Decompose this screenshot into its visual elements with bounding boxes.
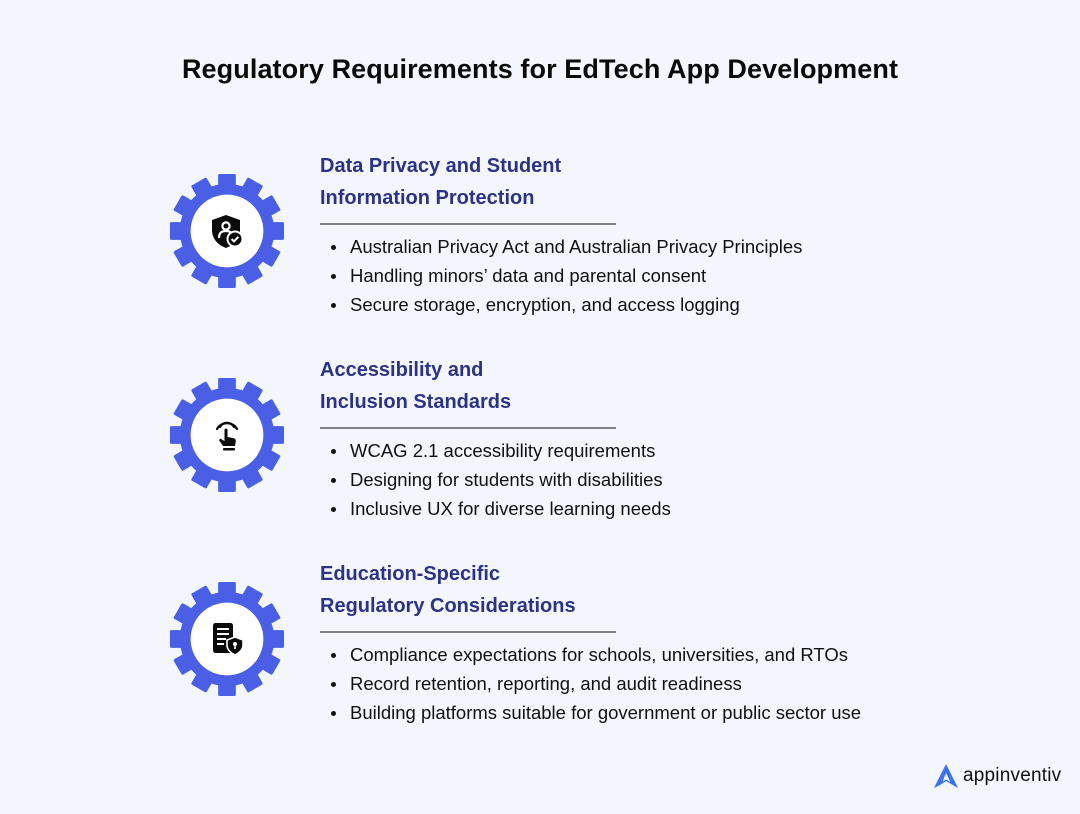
list-item: WCAG 2.1 accessibility requirements: [330, 436, 671, 465]
bullet-list: [330, 436, 671, 523]
section-heading: Data Privacy and Student Information Protection: [320, 155, 562, 209]
divider: [320, 427, 616, 429]
divider: [320, 223, 616, 225]
list-item: Secure storage, encryption, and access logging: [330, 290, 802, 319]
section-heading: Accessibility and Inclusion Standards: [320, 359, 512, 413]
page-title: Regulatory Requirements for EdTech App Development: [181, 54, 899, 84]
divider: [320, 631, 616, 633]
list-item: Designing for students with disabilities: [330, 465, 671, 494]
shield-user-check-icon: [209, 213, 245, 249]
list-item: Building platforms suitable for government or public sector use: [330, 698, 861, 727]
list-item: Inclusive UX for diverse learning needs: [330, 494, 671, 523]
list-item: Australian Privacy Act and Australian Privacy Principles: [330, 232, 802, 261]
section-heading: Education-Specific Regulatory Considerations: [320, 563, 576, 617]
list-item: Compliance expectations for schools, universities, and RTOs: [330, 640, 861, 669]
section-accessibility: [0, 354, 1080, 554]
bullet-list: [330, 640, 861, 727]
bullet-list: [330, 232, 802, 319]
appinventiv-a-logo-icon: [932, 762, 960, 790]
list-item: Record retention, reporting, and audit readiness: [330, 669, 861, 698]
document-shield-icon: [209, 621, 245, 657]
list-item: Handling minors’ data and parental consent: [330, 261, 802, 290]
touch-hand-icon: [209, 417, 245, 453]
section-data-privacy: [0, 150, 1080, 350]
section-education-specific: [0, 558, 1080, 758]
logo-text: appinventiv: [963, 765, 1062, 786]
brand-logo: [932, 762, 1061, 790]
